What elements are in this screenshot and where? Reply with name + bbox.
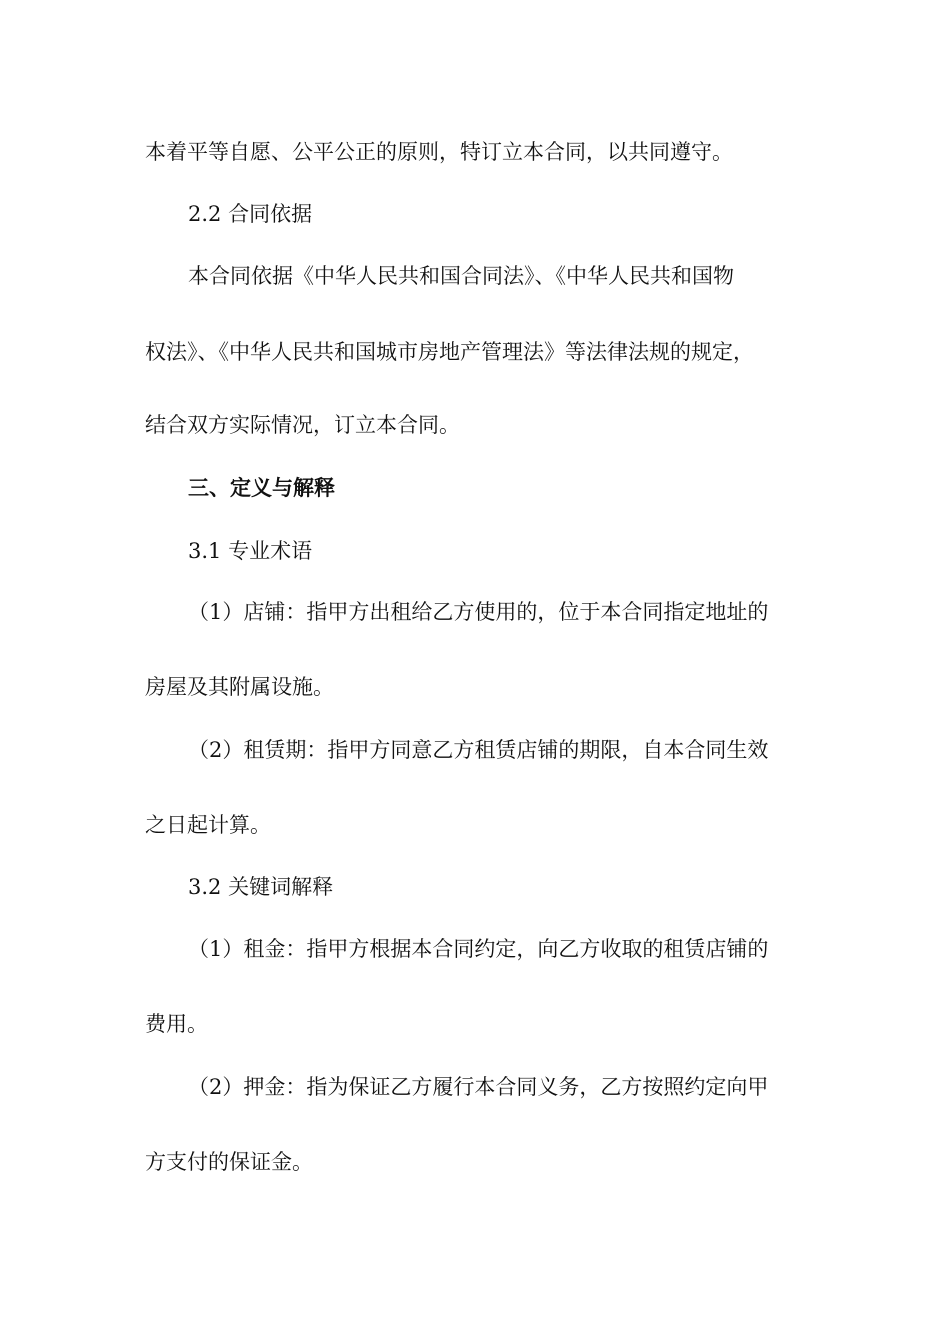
paragraph-line: 结合双方实际情况，订立本合同。 <box>145 413 460 437</box>
section-heading-2-2: 2.2 合同依据 <box>188 202 313 226</box>
list-item-line: （1）店铺：指甲方出租给乙方使用的，位于本合同指定地址的 <box>188 600 769 624</box>
list-item-line: 方支付的保证金。 <box>145 1150 313 1174</box>
paragraph-line: 权法》、《中华人民共和国城市房地产管理法》等法律法规的规定， <box>145 340 754 364</box>
paragraph-line: 本着平等自愿、公平公正的原则，特订立本合同，以共同遵守。 <box>145 140 733 164</box>
section-heading-3-2: 3.2 关键词解释 <box>188 875 334 899</box>
chapter-heading-3: 三、定义与解释 <box>188 475 335 500</box>
list-item-line: （2）押金：指为保证乙方履行本合同义务，乙方按照约定向甲 <box>188 1075 769 1099</box>
section-heading-3-1: 3.1 专业术语 <box>188 539 313 563</box>
list-item-line: 费用。 <box>145 1012 208 1036</box>
list-item-line: 房屋及其附属设施。 <box>145 675 334 699</box>
paragraph-line: 本合同依据《中华人民共和国合同法》、《中华人民共和国物 <box>188 264 734 288</box>
list-item-line: 之日起计算。 <box>145 813 271 837</box>
list-item-line: （2）租赁期：指甲方同意乙方租赁店铺的期限，自本合同生效 <box>188 738 769 762</box>
list-item-line: （1）租金：指甲方根据本合同约定，向乙方收取的租赁店铺的 <box>188 937 769 961</box>
